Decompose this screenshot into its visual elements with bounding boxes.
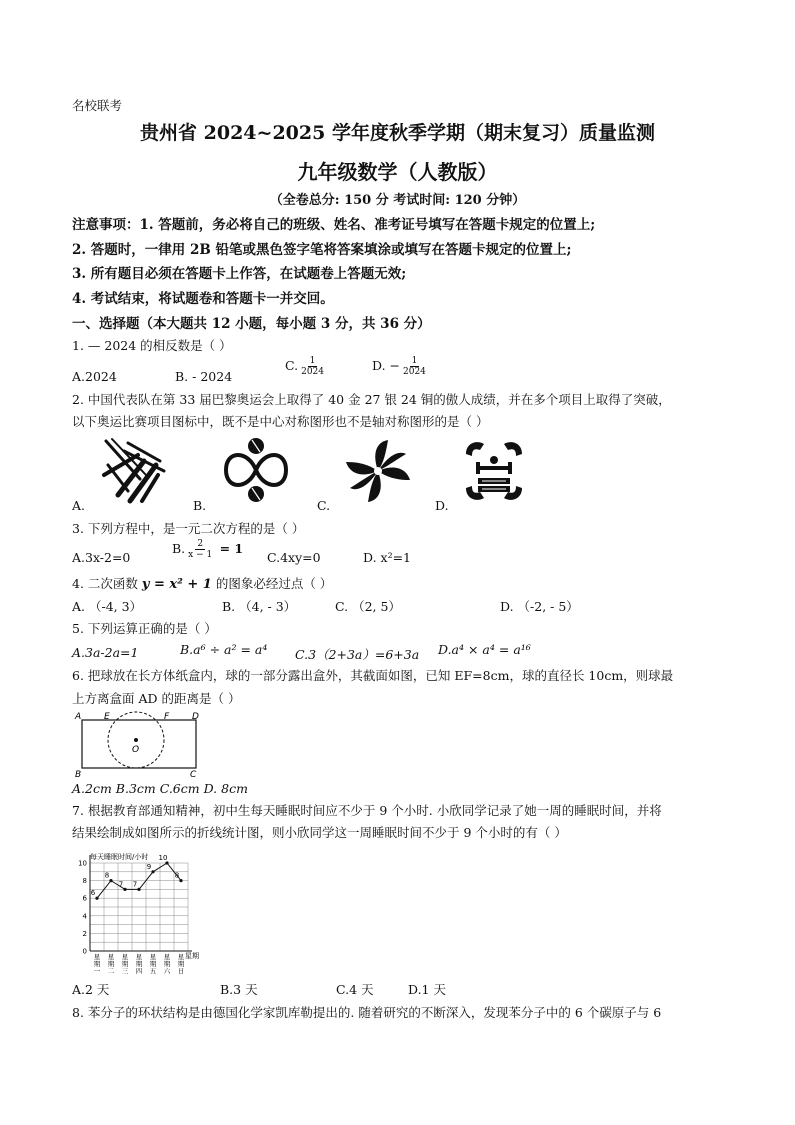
q4-stem-post: 的图象必经过点（ ）	[215, 576, 333, 591]
x-tick-label: 星期一	[93, 953, 101, 974]
data-label: 10	[158, 854, 168, 862]
exam-tag: 名校联考	[72, 98, 123, 113]
fencing-icon	[98, 435, 168, 507]
q3-option-b-suffix: = 1	[215, 541, 244, 556]
q3-b-num: 2	[197, 539, 204, 549]
q5-option-b: B.a⁶ ÷ a² = a⁴	[180, 642, 268, 657]
q4-option-d: D. （-2, - 5）	[500, 599, 579, 614]
pinwheel-icon	[342, 436, 414, 506]
label-a: A	[75, 712, 82, 722]
q3-option-d: D. x²=1	[363, 550, 412, 565]
q2-option-b-label: B.	[193, 498, 207, 513]
q7-stem-line2: 结果绘制成如图所示的折线统计图，则小欣同学这一周睡眠时间不少于 9 个小时的有（ ）	[72, 825, 567, 840]
exam-score-time: （全卷总分: 150 分 考试时间: 120 分钟）	[269, 193, 526, 208]
label-f: F	[164, 712, 170, 722]
q3-option-b-fraction	[186, 539, 214, 560]
q1-stem: 1. — 2024 的相反数是（ ）	[72, 338, 232, 353]
ball-center-dot	[134, 738, 138, 742]
q2-stem-line2: 以下奥运比赛项目图标中，既不是中心对称图形也不是轴对称图形的是（ ）	[72, 414, 489, 429]
q7-stem-line1: 7. 根据教育部通知精神，初中生每天睡眠时间应不少于 9 个小时. 小欣同学记录了她一周的睡眠时间，并将	[72, 803, 662, 818]
q3-option-c: C.4xy=0	[267, 550, 321, 565]
q6-options: A.2cm B.3cm C.6cm D. 8cm	[72, 781, 248, 796]
section-heading: 一、选择题（本大题共 12 小题，每小题 3 分，共 36 分）	[72, 316, 431, 332]
note-2: 2. 答题时，一律用 2B 铅笔或黑色签字笔将答案填涂或填写在答题卡规定的位置上;	[72, 242, 572, 258]
x-tick-label: 星期六	[163, 953, 171, 974]
q5-option-c: C.3（2+3a）=6+3a	[295, 647, 420, 662]
chart-y-ticks	[78, 860, 87, 956]
note-3: 3. 所有题目必须在答题卡上作答，在试题卷上答题无效;	[72, 266, 407, 282]
q3-stem: 3. 下列方程中，是一元二次方程的是（ ）	[72, 521, 305, 536]
q3-option-a: A.3x-2=0	[72, 550, 131, 565]
y-tick-label: 10	[78, 859, 87, 868]
q7-option-d: D.1 天	[408, 982, 446, 997]
q1-option-d-fraction	[401, 356, 428, 377]
q1-c-den: 2024	[301, 367, 324, 377]
q1-d-num: 1	[411, 356, 418, 366]
q4-formula: y = x² + 1	[141, 577, 212, 592]
note-1: 注意事项：1. 答题前，务必将自己的班级、姓名、准考证号填写在答题卡规定的位置上;	[72, 217, 596, 233]
data-point	[109, 879, 112, 882]
q5-option-a: A.3a-2a=1	[72, 645, 139, 660]
weightlifting-icon	[460, 436, 528, 506]
q4-stem-pre: 4. 二次函数	[72, 576, 138, 591]
label-b: B	[75, 770, 82, 780]
exam-subject: 九年级数学（人教版）	[297, 160, 498, 184]
q1-option-c-fraction	[299, 356, 326, 377]
q7-option-a: A.2 天	[72, 982, 110, 997]
data-point	[179, 879, 182, 882]
exam-title: 贵州省 2024~2025 学年度秋季学期（期末复习）质量监测	[140, 122, 655, 144]
data-point	[151, 870, 154, 873]
q5-option-d: D.a⁴ × a⁴ = a¹⁶	[438, 642, 531, 657]
q1-option-d	[372, 356, 429, 377]
x-tick-label: 星期四	[135, 953, 143, 974]
chart-axes	[90, 855, 192, 951]
q1-option-d-prefix: D. −	[372, 358, 400, 373]
q8-stem: 8. 苯分子的环状结构是由德国化学家凯库勒提出的. 随着研究的不断深入，发现苯分子中的 6 个碳原子与 6	[72, 1005, 662, 1020]
q4-stem	[72, 574, 332, 592]
q1-c-num: 1	[309, 356, 316, 366]
data-label: 6	[90, 889, 96, 898]
q1-option-c-prefix: C.	[285, 358, 299, 373]
q4-option-a: A. （-4, 3）	[72, 599, 143, 614]
q3-option-b	[172, 539, 243, 560]
label-d: D	[192, 712, 199, 722]
q6-stem-line1: 6. 把球放在长方体纸盒内，球的一部分露出盒外，其截面如图，已知 EF=8cm，球的直径长 10cm，则球最	[72, 668, 674, 683]
data-label: 7	[132, 880, 138, 889]
q3-option-b-prefix: B.	[172, 541, 186, 556]
data-label: 8	[174, 871, 180, 880]
box-outline	[82, 720, 196, 768]
data-label: 8	[104, 871, 110, 880]
chart-xlabel: 星期	[185, 952, 199, 960]
data-point	[95, 897, 98, 900]
x-tick-label: 星期日	[177, 953, 185, 974]
q5-stem: 5. 下列运算正确的是（ ）	[72, 621, 217, 636]
q1-option-c	[285, 356, 327, 377]
chart-title: 每天睡眠时间/小时	[90, 853, 149, 861]
x-tick-label: 星期二	[107, 953, 115, 974]
label-o: O	[132, 745, 140, 755]
q7-option-c: C.4 天	[336, 982, 374, 997]
q2-option-d-label: D.	[435, 498, 449, 513]
q2-option-c-label: C.	[317, 498, 331, 513]
data-point	[123, 888, 126, 891]
data-label: 7	[118, 880, 124, 889]
x-tick-label: 星期三	[121, 953, 129, 974]
label-c: C	[190, 770, 197, 780]
x-tick-label: 星期五	[149, 953, 157, 974]
q2-option-a-label: A.	[72, 498, 86, 513]
box-ball-figure	[72, 708, 212, 780]
q7-option-b: B.3 天	[220, 982, 258, 997]
q4-option-b: B. （4, - 3）	[222, 599, 297, 614]
q3-b-den: x − 1	[188, 550, 213, 560]
q1-option-b: B. - 2024	[175, 369, 233, 384]
note-4: 4. 考试结束，将试题卷和答题卡一并交回。	[72, 291, 334, 307]
sleep-line-chart	[72, 848, 212, 974]
q2-stem-line1: 2. 中国代表队在第 33 届巴黎奥运会上取得了 40 金 27 银 24 铜的傲人成绩，并在多个项目上取得了突破，	[72, 392, 671, 407]
q6-stem-line2: 上方离盒面 AD 的距离是（ ）	[72, 691, 241, 706]
y-tick-label: 0	[82, 947, 87, 956]
q1-d-den: 2024	[403, 367, 426, 377]
y-tick-label: 8	[82, 877, 87, 886]
q1-option-a: A.2024	[72, 369, 117, 384]
breaking-dance-icon	[218, 436, 294, 504]
chart-x-ticks	[94, 952, 185, 974]
y-tick-label: 2	[82, 929, 87, 938]
q4-option-c: C. （2, 5）	[335, 599, 401, 614]
y-tick-label: 4	[82, 912, 87, 921]
label-e: E	[104, 712, 110, 722]
data-label: 9	[146, 862, 152, 871]
data-point	[137, 888, 140, 891]
y-tick-label: 6	[82, 894, 87, 903]
